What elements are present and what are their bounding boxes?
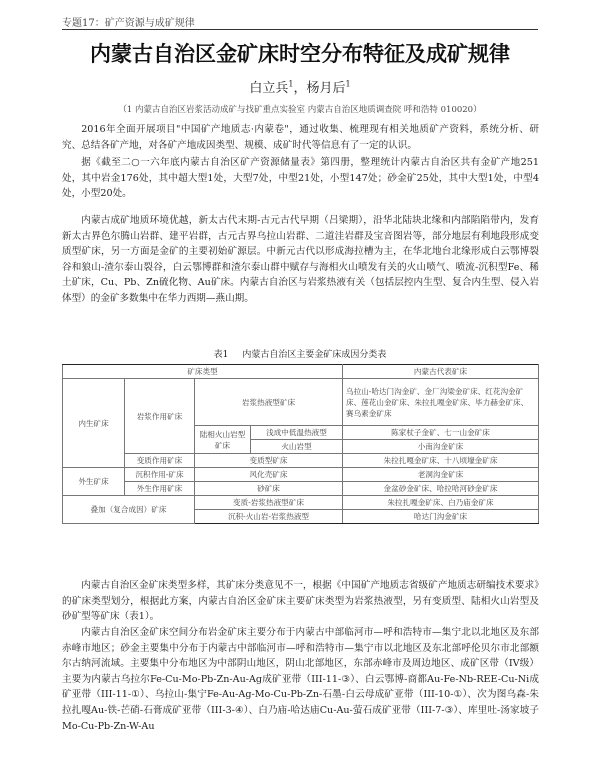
author-line [0, 77, 600, 96]
table-cell: 浅成中低温热液型 [251, 426, 343, 440]
table-subcategory-cell: 外生作用矿床 [125, 482, 195, 496]
table-cell: 哈达门沟金矿床 [343, 510, 539, 524]
page-title: 内蒙古自治区金矿床时空分布特征及成矿规律 [90, 42, 510, 66]
table-cell: 变质型矿床 [195, 454, 343, 468]
author-name: 杨月后 [306, 81, 346, 96]
table-cell: 小南沟金矿床 [343, 440, 539, 454]
table-cell: 风化壳矿床 [195, 468, 343, 482]
classification-table [62, 364, 539, 524]
table-label: 表1 [213, 350, 229, 360]
table-header-cell: 矿床类型 [63, 365, 343, 379]
table-cell: 陈家杖子金矿、七一山金矿床 [343, 426, 539, 440]
table-cell: 朱拉扎嘎金矿床、十八顷壕金矿床 [343, 454, 539, 468]
table-header-cell: 内蒙古代表矿床 [343, 365, 539, 379]
table-row [63, 454, 539, 468]
table-cell: 火山岩型 [251, 440, 343, 454]
table-category-cell: 叠加（复合成因）矿床 [63, 496, 195, 524]
table-row [63, 468, 539, 482]
table-subcategory-cell: 沉积作用-矿床 [125, 468, 195, 482]
table-header-row [63, 365, 539, 379]
table-caption-text: 内蒙古自治区主要金矿床成因分类表 [242, 350, 387, 360]
header-rule [62, 29, 538, 30]
table-row [63, 482, 539, 496]
affiliation: （1 内蒙古自治区岩浆活动成矿与找矿重点实验室 内蒙古自治区地质调查院 呼和浩特 010020） [118, 105, 482, 115]
body-paragraph: 内蒙古自治区金矿床类型多样，其矿床分类意见不一，根据《中国矿产地质志省级矿产地质志研编技术要求》的矿床类型划分，根据此方案，内蒙古自治区金矿床主要矿床类型为岩浆热液型，另有变质型、陆相火山岩型及砂矿型等矿床（表1）。 [62, 580, 539, 623]
table-subcategory-cell: 变质作用矿床 [125, 454, 195, 468]
table-caption [0, 347, 600, 360]
body-paragraph: 据《截至二○一六年底内蒙古自治区矿产资源储量表》第四册，整理统计内蒙古自治区共有金矿产地251处，其中岩金176处，其中超大型1处，大型7处，中型21处，小型147处；砂金矿25处，其中大型1处，中型4处，小型20处。 [62, 157, 539, 200]
table-subcategory-cell: 岩浆作用矿床 [125, 379, 195, 454]
table-row [63, 496, 539, 510]
body-paragraph: 2016年全面开展项目"中国矿产地质志·内蒙卷"，通过收集、梳理现有相关地质矿产资料，系统分析、研究、总结各矿产地，对各矿产地成因类型、规模、成矿时代等信息有了一定的认识。 [62, 124, 539, 151]
author-separator: ， [293, 81, 307, 96]
table-category-cell: 外生矿床 [63, 468, 125, 496]
table-cell: 砂矿床 [195, 482, 343, 496]
table-cell: 岩浆热液型矿床 [195, 379, 343, 426]
table-cell: 陆相火山岩型矿床 [195, 426, 251, 454]
table-cell: 老洞沟金矿床 [343, 468, 539, 482]
table-row [63, 379, 539, 426]
body-paragraph: 内蒙古成矿地质环境优越，新太古代末期-古元古代早期（吕梁期），沿华北陆块北缘和内部陷陷带内，发育新太古界色尔腾山岩群、建平岩群，古元古界乌拉山岩群、二道洼岩群及宝音图岩等，部分地层有利地段形成变质型矿床，另一方面是金矿的主要初始矿源层。中新元古代以形成海拉槽为主，在华北地台北缘形成白云鄂博裂谷和狼山-渣尔泰山裂谷，白云鄂博群和渣尔泰山群中赋存与海相火山喷发有关的火山喷气、喷流-沉积型Fe、稀土矿床，Cu、Pb、Zn硫化物、Au矿床。内蒙古自治区与岩浆热液有关（包括层控内生型、复合内生型、侵入岩体型）的金矿多数集中在华力西期—燕山期。 [62, 215, 539, 304]
running-head: 专题17：矿产资源与成矿规律 [62, 18, 195, 29]
table-cell: 乌拉山-哈达门沟金矿、金厂沟梁金矿床、红花沟金矿床、莲花山金矿床、朱拉扎嘎金矿床、毕力赫金矿床、赛乌素金矿床 [343, 379, 539, 426]
table-cell: 朱拉扎嘎金矿床、白乃庙金矿床 [343, 496, 539, 510]
table-cell: 金盆砂金矿床、哈拉哈河砂金矿床 [343, 482, 539, 496]
table-category-cell: 内生矿床 [63, 379, 125, 468]
author-affiliation-mark: 1 [288, 79, 294, 89]
author-name: 白立兵 [249, 81, 289, 96]
body-paragraph: 内蒙古自治区金矿床空间分布岩金矿床主要分布于内蒙古中部临河市—呼和浩特市—集宁北以北地区及东部赤峰市地区；砂金主要集中分布于内蒙古中部临河市—呼和浩特市—集宁市以北地区及东北部呼伦贝尔市北部额尔古纳河流域。主要集中分布地区为中部阴山地区，阴山北部地区，东部赤峰市及周边地区、成矿区带（IV级）主要为内蒙古乌拉尔Fe-Cu-Mo-Pb-Zn-Au-Ag成矿亚带（III-11-③）、白云鄂博-商都Au-Fe-Nb-REE-Cu-Ni成矿亚带（III-11-①）、乌拉山-集宁Fe-Au-Ag-Mo-Cu-Pb-Zn-石墨-白云母成矿亚带（III-10-①）、次为图乌森-朱拉扎嘎Au-铁-芒硝-石膏成矿亚带（III-3-④）、白乃庙-哈达庙Cu-Au-萤石成矿亚带（III-7-③）、库里吐-汤家坡子Mo-Cu-Pb-Zn-W-Au [62, 627, 539, 732]
table-cell: 变质-岩浆热液型矿床 [195, 496, 343, 510]
table-cell: 沉积-火山岩-岩浆热液型 [195, 510, 343, 524]
author-affiliation-mark: 1 [345, 79, 351, 89]
